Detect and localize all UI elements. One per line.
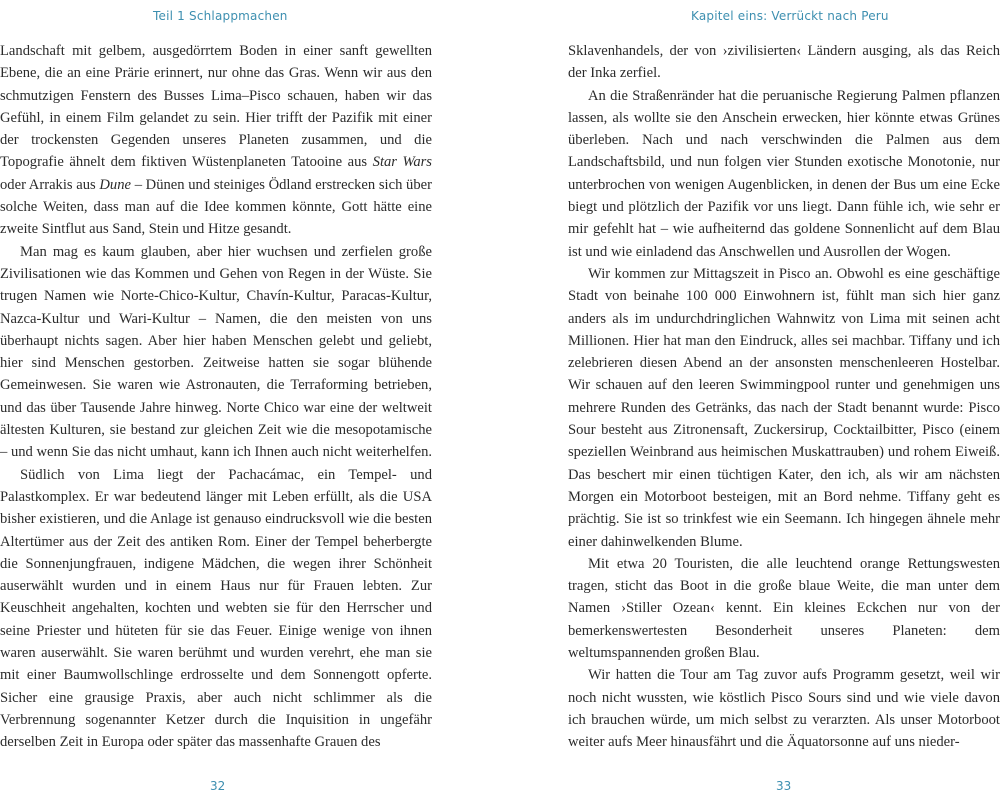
paragraph: Mit etwa 20 Touristen, die alle leuchtend orange Rettungswesten tragen, sticht das Boot in die große blaue Weite, die man unter dem Namen ›Stiller Ozean‹ kennt. Ein kleines Eckchen nur von der bemerkenswertesten Besonderheit unseres Planeten: dem weltumspannenden großen Blau. xyxy=(568,555,1000,662)
page-number-left: 32 xyxy=(210,779,226,793)
left-page xyxy=(0,0,432,800)
left-page-body xyxy=(0,40,432,754)
running-head-left: Teil 1 Schlappmachen xyxy=(153,9,288,23)
paragraph: Landschaft mit gelbem, ausgedörrtem Boden in einer sanft gewellten Ebene, die an eine Prärie erinnert, nur ohne das Gras. Wenn wir aus den schmutzigen Fenstern des Busses Lima–Pisco schauen, haben wir das Gefühl, in einem Film gelandet zu sein. Hier trifft der Pazifik mit einer der trockensten Gegenden unseres Planeten zusammen, und die Topografie ähnelt dem fiktiven Wüstenplaneten Tatooine aus Star Wars oder Arrakis aus Dune – Dünen und steiniges Ödland erstrecken sich über solche Weiten, dass man auf die Idee kommen könnte, Gott hätte eine zweite Sintflut aus Sand, Stein und Hitze gesandt. xyxy=(0,43,432,238)
right-page-body xyxy=(568,40,1000,754)
paragraph: Südlich von Lima liegt der Pachacámac, ein Tempel- und Palastkomplex. Er war bedeutend länger mit Leben erfüllt, als die USA bisher existieren, und die Anlage ist genauso eindrucksvoll wie die besten Altertümer aus der Zeit des antiken Rom. Einer der Tempel beherbergte die Sonnenjungfrauen, indigene Mädchen, die wegen ihrer Schönheit auserwählt wurden und in einem Haus nur für Frauen lebten. Zur Keuschheit angehalten, kochten und webten sie für den Herrscher und seine Priester und hüteten für sie das Feuer. Einige wenige von ihnen waren auserwählt. Sie waren berühmt und wurden verehrt, ehe man sie mit einer Baumwollschlinge erdrosselte und dem Sonnengott opferte. Sicher eine grausige Praxis, aber auch nicht schlimmer als die Verbrennung sogenannter Ketzer durch die Inquisition in ungefähr derselben Zeit in Europa oder später das massenhafte Grauen des xyxy=(0,466,432,751)
paragraph: Wir hatten die Tour am Tag zuvor aufs Programm gesetzt, weil wir noch nicht wussten, wie köstlich Pisco Sours sind und wie viele davon ich brauchen würde, um mich selbst zu verarzten. Als unser Motorboot weiter aufs Meer hinausfährt und die Äquatorsonne auf uns nieder- xyxy=(568,667,1000,751)
running-head-right: Kapitel eins: Verrückt nach Peru xyxy=(691,9,889,23)
paragraph: Sklavenhandels, der von ›zivilisierten‹ Ländern ausging, als das Reich der Inka zerfiel. xyxy=(568,43,1000,82)
paragraph: Wir kommen zur Mittagszeit in Pisco an. Obwohl es eine geschäftige Stadt von beinahe 100 000 Einwohnern ist, fühlt man sich hier ganz anders als im undurchdringlichen Wahnwitz von Lima mit seinen acht Millionen. Hier hat man den Eindruck, alles sei machbar. Tiffany und ich zelebrieren diesen Abend an der ansonsten menschenleeren Hostelbar. Wir schauen auf den leeren Swimmingpool runter und genehmigen uns mehrere Runden des Getränks, das nach der Stadt benannt wurde: Pisco Sour besteht aus Zitronensaft, Zuckersirup, Cocktailbitter, Pisco (einem speziellen Weinbrand aus heimischen Muskattrauben) und rohem Eiweiß. Das beschert mir einen tüchtigen Kater, den ich, als wir am nächsten Morgen ein Motorboot besteigen, mit an Bord nehme. Tiffany geht es prächtig. Sie ist so trinkfest wie ein Seemann. Ich hingegen ähnele mehr einer dahinwelkenden Blume. xyxy=(568,265,1000,550)
page-number-right: 33 xyxy=(776,779,792,793)
paragraph: Man mag es kaum glauben, aber hier wuchsen und zerfielen große Zivilisationen wie das Kommen und Gehen von Regen in der Wüste. Sie trugen Namen wie Norte-Chico-Kultur, Chavín-Kultur, Paracas-Kultur, Nazca-Kultur und Wari-Kultur – Namen, die den meisten von uns überhaupt nichts sagen. Aber hier haben Menschen gelebt und geliebt, hier sind Menschen gestorben. Zeitweise hatten sie sogar blühende Gemeinwesen. Sie waren wie Astronauten, die Terraforming betrieben, und das über Tausende Jahre hinweg. Norte Chico war eine der weltweit ältesten Kulturen, sie bestand zur gleichen Zeit wie die mesopotamische – und wenn Sie das nicht umhaut, kann ich Ihnen auch nicht weiterhelfen. xyxy=(0,243,433,461)
right-page xyxy=(568,0,1000,800)
paragraph: An die Straßenränder hat die peruanische Regierung Palmen pflanzen lassen, als wollte sie den Anschein erwecken, hier könnte etwas Grünes überleben. Nach und nach verschwinden die Palmen aus dem Landschaftsbild, und nun folgen vier Stunden exotische Monotonie, nur unterbrochen von wenigen Augenblicken, in denen der Bus um eine Ecke biegt und plötzlich der Pazifik vor uns liegt. Dann fühle ich, wie sehr er mir gefehlt hat – wie aufheiternd das goldene Sonnenlicht auf dem Blau ist und wie einladend das Anschwellen und Ausrollen der Wogen. xyxy=(568,87,1000,260)
